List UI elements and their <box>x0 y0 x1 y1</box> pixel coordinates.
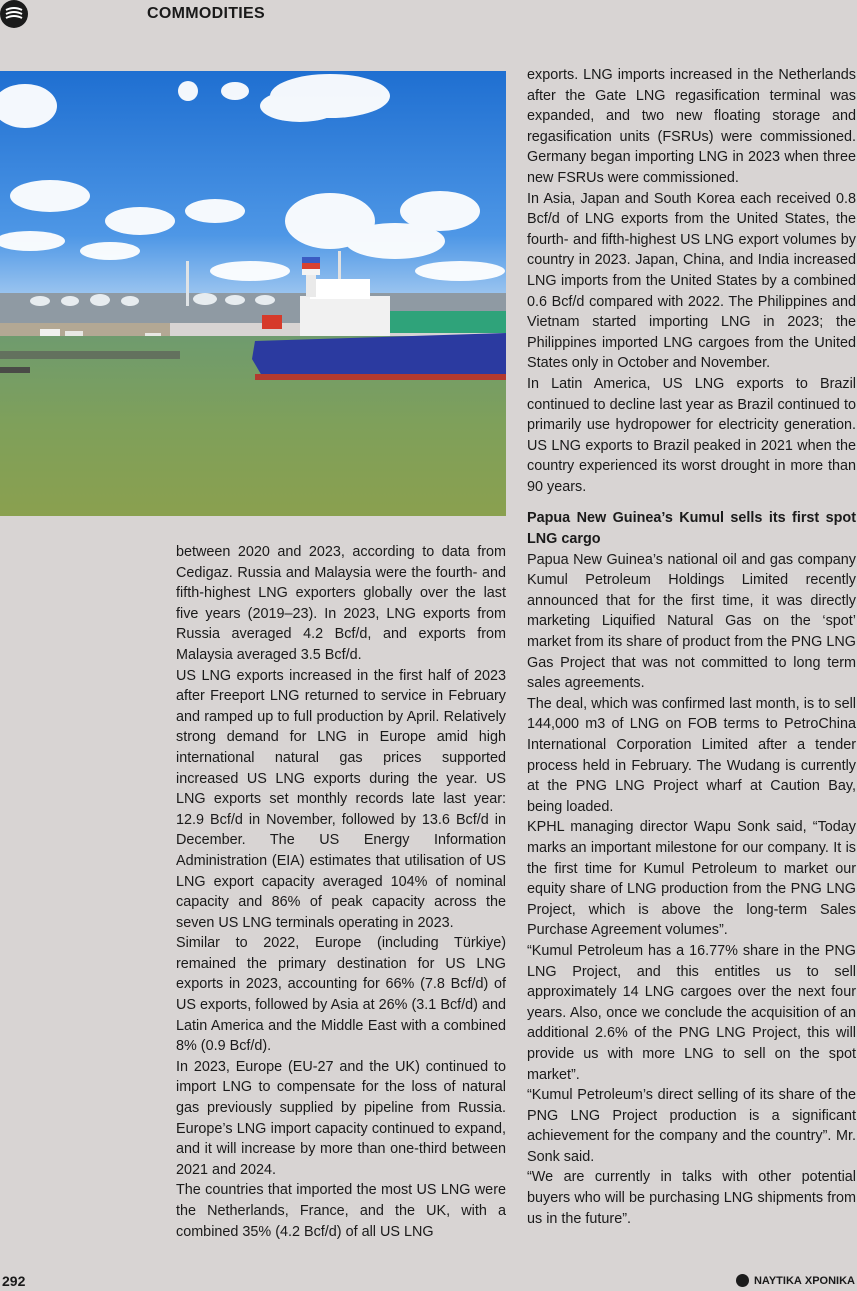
article-column-right <box>527 65 856 1229</box>
brand-logo-icon <box>736 1274 749 1287</box>
paragraph: In Asia, Japan and South Korea each received 0.8 Bcf/d of LNG exports from the United States, the fourth- and fifth-highest US LNG export volumes by country in 2023. Japan, China, and India increased LNG imports from the United States by a combined 0.6 Bcf/d compared with 2022. The Philippines and Vietnam started importing LNG in 2023; the Philippines imported LNG cargoes from the United States only in October and November. <box>527 190 856 372</box>
paragraph: Similar to 2022, Europe (including Türkiye) remained the primary destination for US LNG exports in 2023, accounting for 66% (7.8 Bcf/d) of US exports, followed by Asia at 26% (3.1 Bcf/d) and Latin America and the Middle East with a combined 8% (0.9 Bcf/d). <box>176 935 506 1055</box>
paragraph: “We are currently in talks with other potential buyers who will be purchasing LNG shipments from us in the future”. <box>527 1169 856 1227</box>
paragraph: The countries that imported the most US LNG were the Netherlands, France, and the UK, with a combined 35% (4.2 Bcf/d) of all US LNG <box>176 1182 506 1240</box>
paragraph: “Kumul Petroleum has a 16.77% share in the PNG LNG Project, and this entitles us to sell approximately 14 LNG cargoes over the next four years. Also, once we conclude the acquisition of an additional 2.6% of the PNG LNG Project, this will provide us with more LNG to sell on the spot market”. <box>527 942 856 1083</box>
section-title: COMMODITIES <box>147 5 265 22</box>
paragraph: “Kumul Petroleum’s direct selling of its share of the PNG LNG Project production is a significant achievement for the company and the country”. Mr. Sonk said. <box>527 1087 856 1165</box>
paragraph: between 2020 and 2023, according to data from Cedigaz. Russia and Malaysia were the fourth- and fifth-highest LNG exporters globally over the last five years (2019–23). In 2023, LNG exports from Russia averaged 4.2 Bcf/d, and exports from Malaysia averaged 3.5 Bcf/d. <box>176 544 506 663</box>
page-number: 292 <box>2 1273 26 1289</box>
article-subheading: Papua New Guinea’s Kumul sells its first spot LNG cargo <box>527 510 856 548</box>
lng-tanker-photo <box>0 71 506 516</box>
footer-brand <box>736 1274 855 1287</box>
paragraph: Papua New Guinea’s national oil and gas company Kumul Petroleum Holdings Limited recently announced that for the first time, it was directly marketing Liquified Natural Gas on the ‘spot’ market from its share of product from the PNG LNG Gas Project that was not committed to long term sales agreements. <box>527 551 856 692</box>
paragraph: In 2023, Europe (EU-27 and the UK) continued to import LNG to compensate for the loss of natural gas previously supplied by pipeline from Russia. Europe’s LNG import capacity continued to expand, and it will increase by more than one-third between 2021 and 2024. <box>176 1058 506 1178</box>
paragraph: KPHL managing director Wapu Sonk said, “Today marks an important milestone for our company. It is the first time for Kumul Petroleum to market our equity share of LNG production from the PNG LNG Project, which is above the long-term Sales Purchase Agreement volumes”. <box>527 819 856 939</box>
article-column-left <box>176 542 506 1242</box>
publication-logo-icon <box>0 0 28 28</box>
paragraph: In Latin America, US LNG exports to Brazil continued to decline last year as Brazil continued to primarily use hydropower for electricity generation. US LNG exports to Brazil peaked in 2021 when the country experienced its worst drought in more than 90 years. <box>527 375 856 495</box>
paragraph: The deal, which was confirmed last month, is to sell 144,000 m3 of LNG on FOB terms to PetroChina International Corporation Limited after a tender process held in February. The Wudang is currently at the PNG LNG Project wharf at Caution Bay, being loaded. <box>527 695 856 815</box>
paragraph: exports. LNG imports increased in the Netherlands after the Gate LNG regasification terminal was expanded, and two new floating storage and regasification units (FSRUs) were commissioned. Germany began importing LNG in 2023 when three new FSRUs were commissioned. <box>527 67 856 186</box>
paragraph: US LNG exports increased in the first half of 2023 after Freeport LNG returned to service in February and ramped up to full production by April. Relatively strong demand for LNG in Europe amid high international natural gas prices supported increased US LNG exports during the year. US LNG exports set monthly records late last year: 12.9 Bcf/d in November, followed by 13.6 Bcf/d in December. The US Energy Information Administration (EIA) estimates that utilisation of US LNG export capacity averaged 104% of nominal capacity and 86% of peak capacity across the seven US LNG terminals operating in 2023. <box>176 667 506 931</box>
brand-name: ΝΑΥΤΙΚΑ ΧΡΟΝΙΚΑ <box>753 1274 855 1287</box>
